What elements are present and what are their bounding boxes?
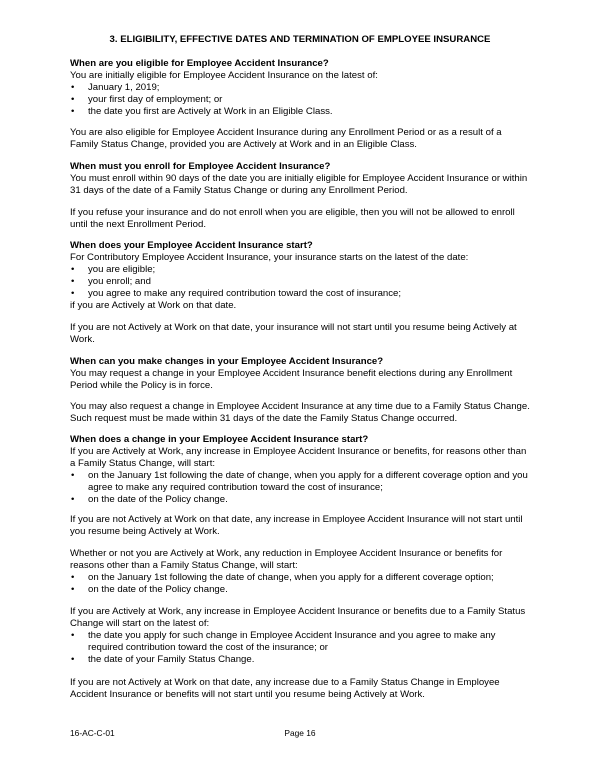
section-eligibility (70, 58, 530, 118)
list-item: • on the January 1st following the date of change, when you apply for a different coverage option and you agree to make any required contribution toward the cost of insurance; (71, 470, 528, 493)
list-item: • you are eligible; (71, 264, 156, 275)
list-item: • on the date of the Policy change. (71, 494, 228, 505)
heading-eligible: When are you eligible for Employee Accident Insurance? (70, 58, 329, 69)
heading-start: When does your Employee Accident Insurance start? (70, 240, 313, 251)
eligible-para: You are also eligible for Employee Accident Insurance during any Enrollment Period or as a result of a Family Status Change, provided you are Actively at Work and in an Eligible Class. (70, 127, 502, 150)
eligible-intro: You are initially eligible for Employee Accident Insurance on the latest of: (70, 70, 378, 81)
list-item: • on the date of the Policy change. (71, 584, 228, 595)
heading-change-start: When does a change in your Employee Accident Insurance start? (70, 434, 369, 445)
changes-para-1: You may request a change in your Employee Accident Insurance benefit elections during any Enrollment Period while the Policy is in force. (70, 368, 513, 391)
list-item: • the date you apply for such change in Employee Accident Insurance and you agree to make any required contribution toward the cost of the insurance; or (71, 630, 496, 653)
section-title: 3. ELIGIBILITY, EFFECTIVE DATES AND TERMINATION OF EMPLOYEE INSURANCE (109, 34, 491, 45)
family-change-block (70, 606, 530, 666)
footer-doc-id: 16-AC-C-01 (70, 728, 115, 738)
section-enroll (70, 161, 530, 197)
change-start-intro: If you are Actively at Work, any increase in Employee Accident Insurance or benefits, for reasons other than a Family Status Change, will start: (70, 446, 527, 469)
list-item: • your first day of employment; or (71, 94, 223, 105)
changes-para-2: You may also request a change in Employee Accident Insurance at any time due to a Family Status Change. Such request must be made within 31 days of the date the Family Status Change occurred. (70, 401, 530, 424)
footer-page-number: Page 16 (284, 728, 316, 738)
enroll-para-2: If you refuse your insurance and do not enroll when you are eligible, then you will not be allowed to enroll until the next Enrollment Period. (70, 207, 515, 230)
change-para-4: If you are not Actively at Work on that date, any increase due to a Family Status Change in Employee Accident Insurance or benefits will not start until you resume being Actively at Work. (70, 677, 500, 700)
change-para-1: If you are not Actively at Work on that date, any increase in Employee Accident Insurance will not start until you resume being Actively at Work. (70, 514, 523, 537)
enroll-para-1: You must enroll within 90 days of the date you are initially eligible for Employee Accident Insurance or within 31 days of the date of a Family Status Change or during any Enrollment Period. (70, 173, 528, 196)
start-intro: For Contributory Employee Accident Insurance, your insurance starts on the latest of the date: (70, 252, 469, 263)
list-item: • you enroll; and (71, 276, 151, 287)
list-item: • you agree to make any required contribution toward the cost of insurance; (71, 288, 402, 299)
start-after: if you are Actively at Work on that date. (70, 300, 237, 311)
reduction-block (70, 548, 530, 596)
heading-changes: When can you make changes in your Employee Accident Insurance? (70, 356, 384, 367)
section-changes (70, 356, 530, 392)
section-change-start (70, 434, 530, 506)
list-item: • the date of your Family Status Change. (71, 654, 255, 665)
heading-enroll: When must you enroll for Employee Accident Insurance? (70, 161, 331, 172)
change-para-2: Whether or not you are Actively at Work, any reduction in Employee Accident Insurance or benefits for reasons other than a Family Status Change, will start: (70, 548, 503, 571)
change-para-3: If you are Actively at Work, any increase in Employee Accident Insurance or benefits due to a Family Status Change will start on the latest of: (70, 606, 526, 629)
list-item: • the date you first are Actively at Work in an Eligible Class. (71, 106, 333, 117)
section-start (70, 240, 530, 312)
start-para: If you are not Actively at Work on that date, your insurance will not start until you resume being Actively at Work. (70, 322, 517, 345)
list-item: • on the January 1st following the date of change, when you apply for a different coverage option; (71, 572, 494, 583)
list-item: • January 1, 2019; (71, 82, 160, 93)
